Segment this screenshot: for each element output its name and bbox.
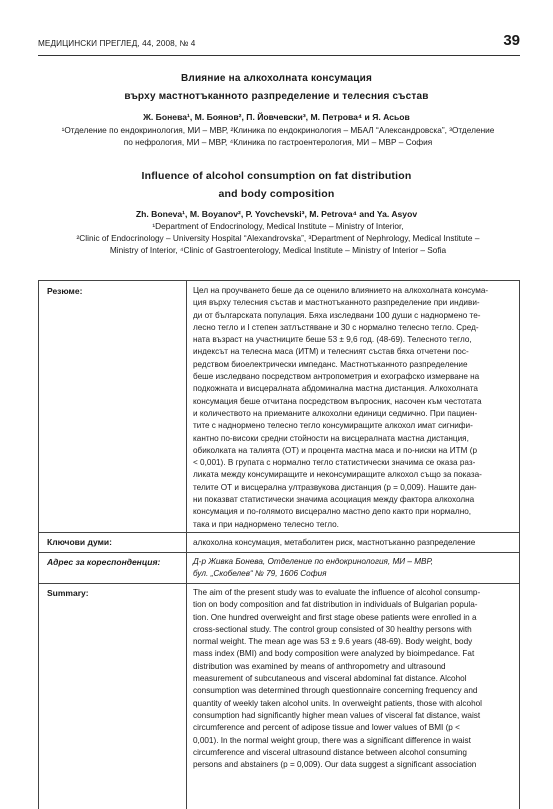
summary-line: consumption had significantly higher mean values of visceral fat distance, waist: [193, 710, 481, 720]
address-line: бул. „Скобелев“ № 79, 1606 София: [193, 569, 327, 579]
abstract-table: [38, 280, 520, 809]
summary-line: persons and abstainers (p = 0,009). Our data suggest a significant association: [193, 760, 477, 770]
title-en-line2: and body composition: [218, 188, 335, 200]
summary-en-text: [193, 587, 515, 771]
address-line: Д-р Живка Бонева, Отделение по ендокринология, МИ – МВР,: [193, 557, 433, 566]
summary-line: tion. One hundred overweight and first stage obese patients were enrolled in a: [193, 612, 477, 622]
summary-line: measurement of subcutaneous and visceral abdominal fat distance. Alcohol: [193, 674, 467, 684]
affiliation-bg-line: по нефрология, МИ – МВР, ⁴Клиника по гастроентерология, МИ – МВР – София: [123, 137, 433, 147]
summary-line: консумация беше отчитана посредством въпросник, насочен към честотата: [193, 396, 482, 406]
authors-bg: Ж. Бонева¹, М. Боянов², П. Йовчевски³, М. Петрова⁴ и Я. Асьов: [143, 112, 410, 122]
summary-line: normal weight. The mean age was 53 ± 9.6 years (48-69). Body weight, body: [193, 637, 473, 647]
affiliation-en-line: ²Clinic of Endocrinology – University Hospital “Alexandrovska”, ³Department of Nephrology, Medical Institute –: [76, 233, 480, 243]
summary-bg-text: [193, 285, 515, 531]
summary-line: cross-sectional study. The control group consisted of 30 healthy persons with: [193, 624, 472, 634]
summary-line: ликата между консумиращите и неконсумиращите алкохол също за показа-: [193, 470, 482, 480]
affiliations-en: [52, 220, 504, 256]
address-label: Адрес за кореспонденция:: [47, 557, 161, 567]
affiliation-en-line: ¹Department of Endocrinology, Medical Institute – Ministry of Interior,: [152, 221, 404, 231]
summary-line: ната възраст на участниците беше 53 ± 9,6 год. (48-69). Телесното тегло,: [193, 335, 472, 345]
keywords-label: Ключови думи:: [47, 537, 112, 547]
summary-line: The aim of the present study was to evaluate the influence of alcohol consump-: [193, 588, 481, 597]
summary-line: circumference and percent of adipose tissue and lower values of BMI (p <: [193, 723, 460, 733]
keywords-text: алкохолна консумация, метаболитен риск, мастнотъканно разпределение: [193, 538, 476, 547]
summary-line: лесно тегло и I степен затлъстяване и 30 с нормално телесно тегло. Сред-: [193, 322, 479, 332]
summary-line: tion on body composition and fat distribution in individuals of Bulgarian popula-: [193, 600, 478, 610]
summary-line: индексът на телесна маса (ИТМ) и телесният състав бяха отчетени пос-: [193, 347, 469, 357]
summary-line: редством биоелектрически импеданс. Мастнотъканното разпределение: [193, 359, 468, 369]
summary-line: и количеството на приеманите алкохолни единици седмично. При пациен-: [193, 408, 478, 418]
summary-line: ни показват статистически значима асоциация между фактора алкохолна: [193, 495, 475, 505]
summary-line: ция върху телесния състав и мастнотъканното разпределение при индиви-: [193, 298, 480, 308]
summary-line: консумация и по-голямото висцерално мастно депо както при нормално,: [193, 507, 472, 517]
summary-line: кантно по-високи средни стойности на висцералната мастна дистанция,: [193, 433, 469, 443]
summary-line: тите с наднормено телесно тегло консумиращите алкохол имат сигнифи-: [193, 421, 473, 431]
row-divider: [39, 552, 519, 553]
address-text: [193, 556, 515, 581]
summary-line: circumference and visceral ultrasound distance between alcohol consuming: [193, 747, 467, 757]
summary-line: ди от българската популация. Бяха изследвани 100 души с наднормено те-: [193, 310, 481, 320]
summary-bg-label: Резюме:: [47, 286, 83, 296]
summary-line: consumption was determined through questionnaire concerning frequency and: [193, 686, 478, 696]
summary-line: quantity of weekly taken alcohol units. In overweight patients, those with alcohol: [193, 698, 483, 708]
page-number: 39: [503, 32, 520, 49]
affiliation-en-line: Ministry of Interior, ⁴Clinic of Gastroenterology, Medical Institute – Ministry of Interior – Sofia: [109, 245, 447, 255]
page-header: [38, 32, 520, 56]
summary-line: < 0,001). В групата с нормално тегло статистически значима се оказа раз-: [193, 458, 476, 468]
journal-citation: МЕДИЦИНСКИ ПРЕГЛЕД, 44, 2008, № 4: [38, 39, 196, 48]
authors-en: Zh. Boneva¹, M. Boyanov², P. Yovchevski³, M. Petrova⁴ and Ya. Asyov: [135, 209, 418, 219]
row-divider: [39, 583, 519, 584]
summary-line: distribution was examined by means of anthropometry and ultrasound: [193, 661, 446, 671]
summary-line: подкожната и висцералната абдоминална мастна дистанция. Алкохолната: [193, 384, 478, 394]
summary-line: така и при наднормено телесно тегло.: [193, 519, 339, 529]
summary-line: mass index (BMI) and body composition were analyzed by bioimpedance. Fat: [193, 649, 475, 659]
summary-en-label: Summary:: [47, 588, 89, 598]
summary-line: обиколката на талията (ОТ) и процента мастна маса и по-ниски на ИТМ (p: [193, 445, 478, 455]
title-en-line1: Influence of alcohol consumption on fat distribution: [141, 170, 412, 182]
summary-line: 0,001). In the normal weight group, there was a significant difference in waist: [193, 735, 471, 745]
summary-line: телите ОТ и висцерална ултразвукова дистанция (p = 0,009). Нашите дан-: [193, 482, 477, 492]
row-divider: [39, 532, 519, 533]
affiliations-bg: [52, 124, 504, 148]
title-bg-line1: Влияние на алкохолната консумация: [180, 73, 373, 84]
title-bg-line2: върху мастнотъканното разпределение и телесния състав: [124, 91, 429, 102]
affiliation-bg-line: ¹Отделение по ендокринология, МИ – МВР, ²Клиника по ендокринология – МБАЛ “Александровска”, ³Отделение: [61, 125, 495, 135]
summary-line: беше изследвано посредством антропометрия и ехографско измерване на: [193, 372, 480, 382]
summary-line: Цел на проучването беше да се оценило влиянието на алкохолната консума-: [193, 286, 489, 295]
table-column-divider: [186, 281, 187, 809]
